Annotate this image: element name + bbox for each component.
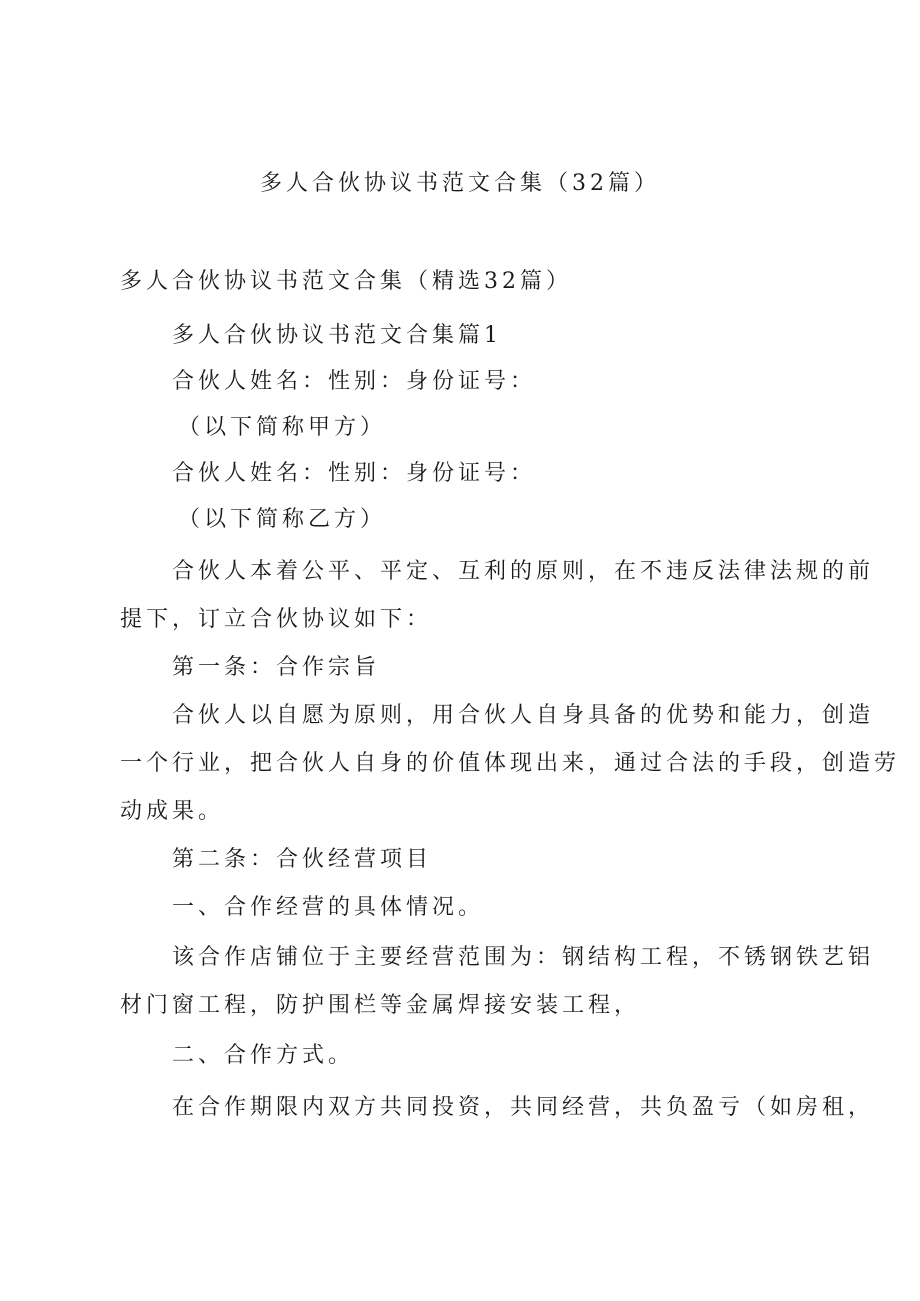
paragraph-line: 一个行业，把合伙人自身的价值体现出来，通过合法的手段，创造劳 <box>120 751 901 776</box>
paragraph-line: 合伙人以自愿为原则，用合伙人自身具备的优势和能力，创造 <box>172 703 875 728</box>
paragraph-line: 材门窗工程，防护围栏等金属焊接安装工程， <box>120 993 641 1018</box>
section-heading: 多人合伙协议书范文合集篇1 <box>172 323 502 348</box>
paragraph-line: 提下，订立合伙协议如下： <box>120 607 433 632</box>
paragraph-line: 合伙人本着公平、平定、互利的原则，在不违反法律法规的前 <box>172 559 875 584</box>
partner-b-alias-line: （以下简称乙方） <box>178 507 387 532</box>
article-heading: 第一条：合作宗旨 <box>172 655 381 680</box>
paragraph-line: 该合作店铺位于主要经营范围为：钢结构工程，不锈钢铁艺铝 <box>172 945 875 970</box>
clause-heading: 一、合作经营的具体情况。 <box>172 895 485 920</box>
article-heading: 第二条：合伙经营项目 <box>172 847 433 872</box>
paragraph-line: 动成果。 <box>120 799 225 824</box>
paragraph-line: 在合作期限内双方共同投资，共同经营，共负盈亏（如房租， <box>172 1095 875 1120</box>
partner-b-info-line: 合伙人姓名：性别：身份证号： <box>172 461 537 486</box>
document-title: 多人合伙协议书范文合集（32篇） <box>260 171 660 196</box>
subtitle-line: 多人合伙协议书范文合集（精选32篇） <box>120 269 572 294</box>
partner-a-info-line: 合伙人姓名：性别：身份证号： <box>172 369 537 394</box>
clause-heading: 二、合作方式。 <box>172 1043 355 1068</box>
partner-a-alias-line: （以下简称甲方） <box>178 415 387 440</box>
